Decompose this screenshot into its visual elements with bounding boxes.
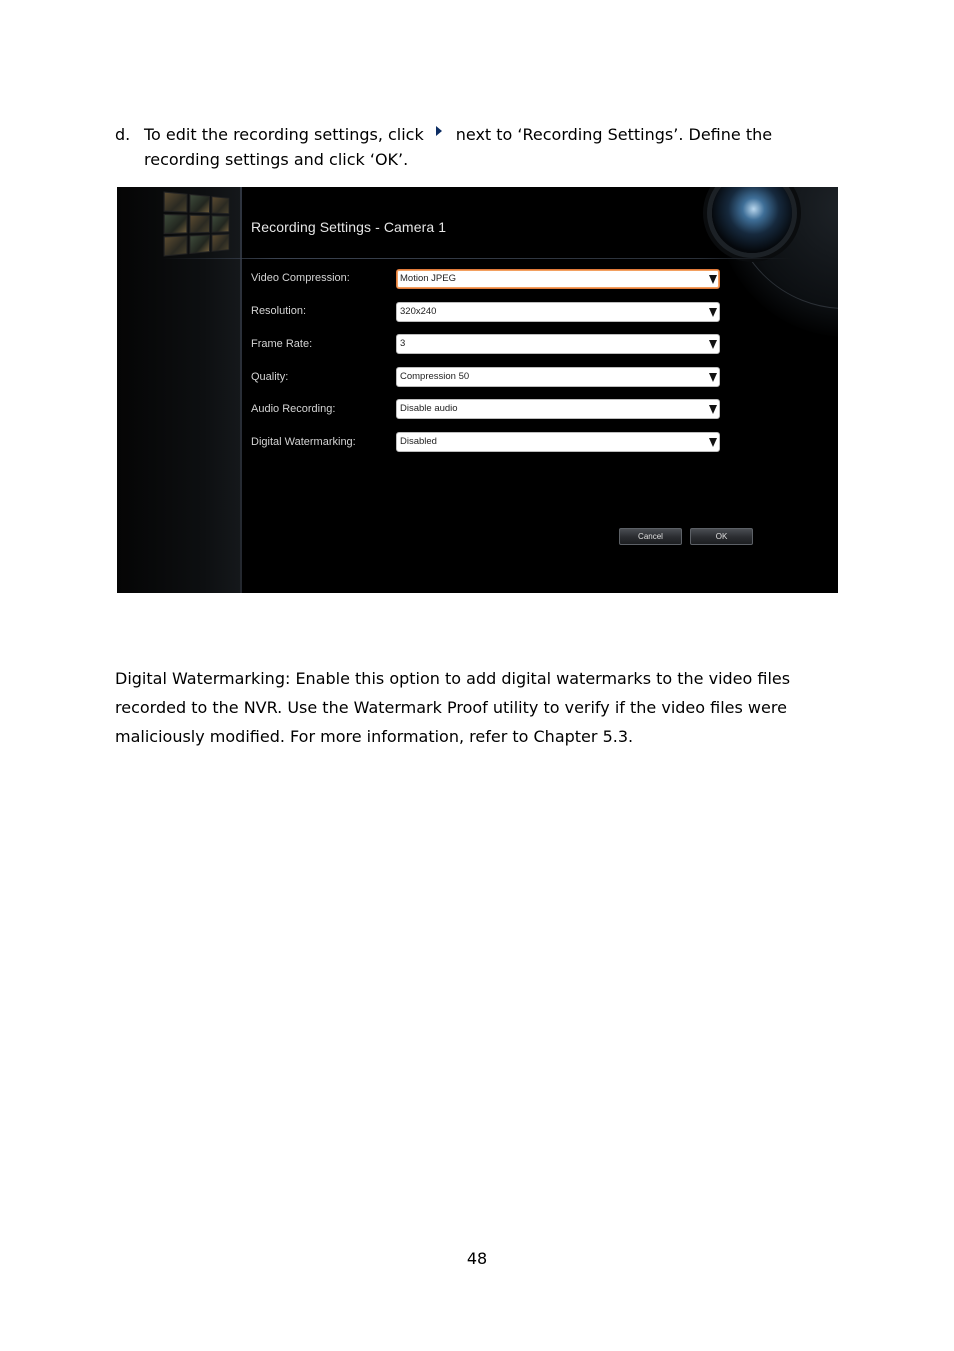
- frame-rate-value: 3: [400, 338, 406, 349]
- instruction-text-before: To edit the recording settings, click: [144, 125, 424, 144]
- dropdown-arrow-icon[interactable]: [709, 308, 717, 317]
- description-line: Digital Watermarking: Enable this option to add digital watermarks to the video files: [115, 669, 791, 688]
- audio-recording-value: Disable audio: [400, 403, 458, 414]
- dropdown-arrow-icon[interactable]: [709, 405, 717, 414]
- quality-select[interactable]: [396, 367, 720, 387]
- panel-divider: [240, 187, 242, 593]
- label-audio-recording: Audio Recording:: [251, 403, 336, 415]
- header-divider: [162, 258, 792, 259]
- dropdown-arrow-icon[interactable]: [709, 373, 717, 382]
- video-compression-value: Motion JPEG: [400, 273, 456, 284]
- video-compression-select[interactable]: [396, 269, 720, 289]
- recording-settings-screenshot: [117, 187, 838, 593]
- digital-watermarking-value: Disabled: [400, 436, 437, 447]
- dropdown-arrow-icon[interactable]: [709, 275, 717, 284]
- watermarking-description: [115, 664, 855, 751]
- dropdown-arrow-icon[interactable]: [709, 438, 717, 447]
- label-frame-rate: Frame Rate:: [251, 338, 313, 350]
- instruction-text-after: next to ‘Recording Settings’. Define the: [455, 125, 773, 144]
- label-resolution: Resolution:: [251, 305, 307, 317]
- frame-rate-select[interactable]: [396, 334, 720, 354]
- quality-value: Compression 50: [400, 371, 470, 382]
- resolution-value: 320x240: [400, 306, 437, 317]
- digital-watermarking-select[interactable]: [396, 432, 720, 452]
- step-marker: d.: [115, 125, 131, 144]
- audio-recording-select[interactable]: [396, 399, 720, 419]
- description-line: recorded to the NVR. Use the Watermark Proof utility to verify if the video files were: [115, 698, 787, 717]
- description-line: maliciously modified. For more information, refer to Chapter 5.3.: [115, 727, 634, 746]
- label-video-compression: Video Compression:: [251, 272, 350, 284]
- instruction-text-line2: recording settings and click ‘OK’.: [144, 150, 409, 169]
- label-digital-watermarking: Digital Watermarking:: [251, 436, 356, 448]
- ok-button[interactable]: OK: [690, 528, 753, 545]
- camera-thumbnails-icon: [164, 191, 230, 256]
- resolution-select[interactable]: [396, 302, 720, 322]
- dialog-title: Recording Settings - Camera 1: [251, 219, 447, 235]
- page-number: 48: [466, 1249, 488, 1268]
- dropdown-arrow-icon[interactable]: [709, 340, 717, 349]
- step-instruction: [115, 122, 835, 172]
- cancel-button[interactable]: Cancel: [619, 528, 682, 545]
- label-quality: Quality:: [251, 371, 289, 383]
- right-triangle-icon: [436, 126, 442, 136]
